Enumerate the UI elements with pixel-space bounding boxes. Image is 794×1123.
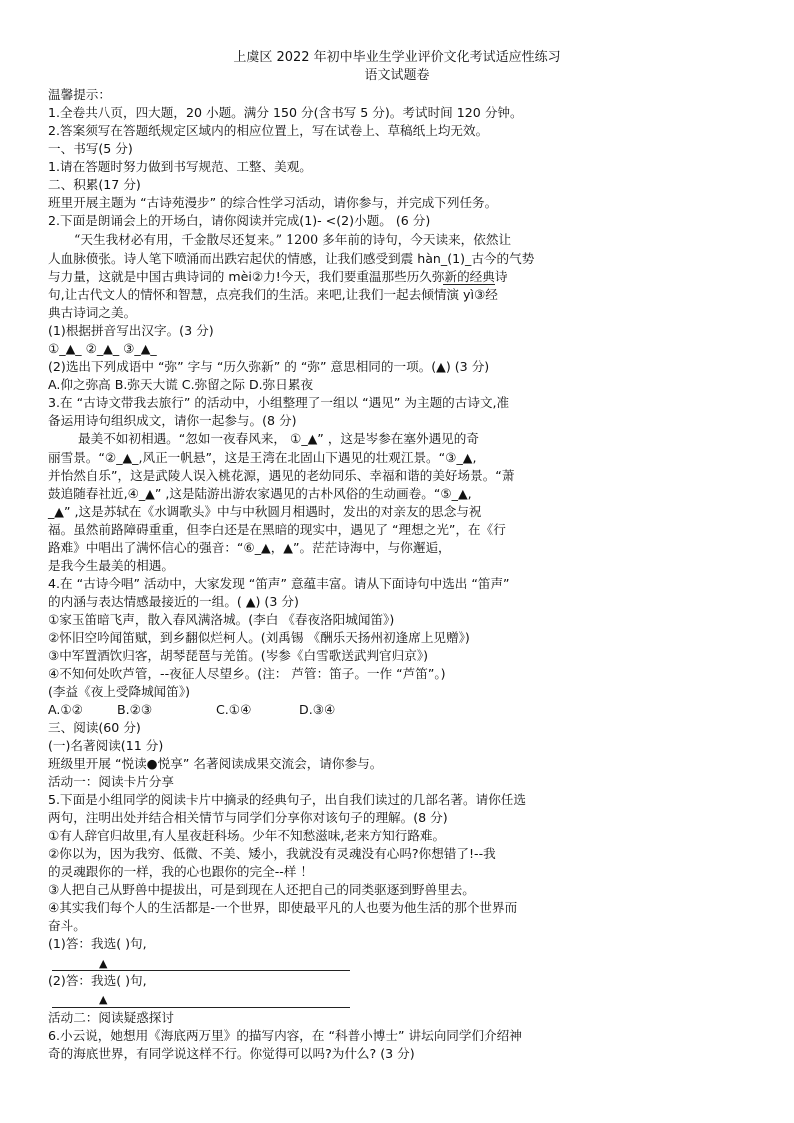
question-6: 6.小云说，她想用《海底两万里》的描写内容，在 “科普小博士” 讲坛向同学们介绍神 xyxy=(48,1028,522,1043)
quote-line: ③人把自己从野兽中提拔出，可是到现在人还把自己的同类驱逐到野兽里去。 xyxy=(48,882,475,897)
section-intro: 班里开展主题为 “古诗苑漫步” 的综合性学习活动，请你参与，并完成下列任务。 xyxy=(48,195,498,210)
section-heading: 三、阅读(60 分) xyxy=(48,720,141,735)
question-6: 奇的海底世界，有同学说这样不行。你觉得可以吗?为什么? (3 分) xyxy=(48,1046,415,1061)
option-a: A.①② xyxy=(48,702,83,717)
answer-prompt: (1)答：我选( )句, xyxy=(48,936,147,951)
passage-line: 最美不如初相遇。“忽如一夜春风来， ①_▲” ，这是岑参在塞外遇见的奇 xyxy=(78,431,479,446)
passage-line: 人血脉偾张。诗人笔下喷涌而出跌宕起伏的情感，让我们感受到震 hàn_(1)_古今的气势 xyxy=(48,251,535,266)
quote-line: 的灵魂跟你的一样，我的心也跟你的完全--样 ！ xyxy=(48,864,313,879)
answer-line[interactable] xyxy=(52,970,350,971)
option-c: C.①④ xyxy=(216,702,252,717)
question-5-stem: 5.下面是小组同学的阅读卡片中摘录的经典句子，出自我们读过的几部名著。请你任选 xyxy=(48,792,526,807)
poem-line: (李益《夜上受降城闻笛》) xyxy=(48,684,191,699)
section-heading: 二、积累(17 分) xyxy=(48,177,141,192)
passage-line: 句,让古代文人的情怀和智慧，点亮我们的生活。来吧,让我们一起去倾情演 yì③经 xyxy=(48,287,498,302)
exam-title: 上虞区 2022 年初中毕业生学业评价文化考试适应性练习 xyxy=(233,50,561,65)
notice-item: 1.全卷共八页，四大题，20 小题。满分 150 分(含书写 5 分)。考试时间 120 分钟。 xyxy=(48,105,523,120)
section-heading: 一、书写(5 分) xyxy=(48,141,133,156)
question-2-stem: 2.下面是朗诵会上的开场白，请你阅读并完成(1)- <(2)小题。 (6 分) xyxy=(48,213,431,228)
answer-prompt: (2)答：我选( )句, xyxy=(48,973,147,988)
question-3-stem: 3.在 “古诗文带我去旅行” 的活动中，小组整理了一组以 “遇见” 为主题的古诗文,准 xyxy=(48,395,510,410)
question-4-stem: 的内涵与表达情感最接近的一组。( ▲) (3 分) xyxy=(48,594,299,609)
poem-line: ③中军置酒饮归客，胡琴琵琶与羌笛。(岑参《白雪歌送武判官归京》) xyxy=(48,648,429,663)
underline-mark xyxy=(443,284,495,285)
quote-line: 奋斗。 xyxy=(48,918,86,933)
passage-line: _▲” ,这是苏轼在《水调歌头》中与中秋圆月相遇时，发出的对亲友的思念与祝 xyxy=(48,504,482,519)
quote-line: ①有人辞官归故里,有人星夜赶科场。少年不知愁滋味,老来方知行路难。 xyxy=(48,828,446,843)
answer-line[interactable] xyxy=(52,1007,350,1008)
subsection-heading: (一)名著阅读(11 分) xyxy=(48,738,164,753)
passage-line: 与力量，这就是中国古典诗词的 mèi②力!今天，我们要重温那些历久弥新的经典诗 xyxy=(48,269,508,284)
answer-blanks: ①_▲_ ②_▲_ ③_▲_ xyxy=(48,341,157,356)
poem-line: ④不知何处吹芦管，--夜征人尽望乡。(注： 芦管：笛子。一作 “芦笛”。) xyxy=(48,666,446,681)
passage-line: 是我今生最美的相遇。 xyxy=(48,558,174,573)
passage-line: “天生我材必有用，千金散尽还复来。” 1200 多年前的诗句，今天读来，依然让 xyxy=(74,232,512,247)
choice-options: A.仰之弥高 B.弥天大谎 C.弥留之际 D.弥日累夜 xyxy=(48,377,314,392)
question-4-stem: 4.在 “古诗今唱” 活动中，大家发现 “笛声” 意蕴丰富。请从下面诗句中选出 “笛声” xyxy=(48,576,510,591)
passage-line: 并怡然自乐”，这是武陵人误入桃花源，遇见的老幼同乐、幸福和谐的美好场景。“萧 xyxy=(48,468,515,483)
section-intro: 班级里开展 “悦读●悦享” 名著阅读成果交流会，请你参与。 xyxy=(48,756,383,771)
question-5-stem: 两句，注明出处并结合相关情节与同学们分享你对该句子的理解。(8 分) xyxy=(48,810,448,825)
passage-line: 典古诗词之美。 xyxy=(48,305,137,320)
question-3-stem: 备运用诗句组织成文，请你一起参与。(8 分) xyxy=(48,413,297,428)
option-b: B.②③ xyxy=(117,702,153,717)
quote-line: ④其实我们每个人的生活都是-一个世界，即使最平凡的人也要为他生活的那个世界而 xyxy=(48,900,518,915)
activity-heading: 活动二：阅读疑惑探讨 xyxy=(48,1010,174,1025)
answer-triangle: ▲ xyxy=(99,993,108,1006)
quote-line: ②你以为，因为我穷、低微、不美、矮小，我就没有灵魂没有心吗?你想错了!--我 xyxy=(48,846,496,861)
subquestion: (1)根据拼音写出汉字。(3 分) xyxy=(48,323,214,338)
poem-line: ①家玉笛暗飞声，散入春风满洛城。(李白 《春夜洛阳城闻笛》) xyxy=(48,612,395,627)
poem-line: ②怀旧空吟闻笛赋，到乡翻似烂柯人。(刘禹锡 《酬乐天扬州初逢席上见赠》) xyxy=(48,630,470,645)
notice-item: 2.答案须写在答题纸规定区域内的相应位置上，写在试卷上、草稿纸上均无效。 xyxy=(48,123,489,138)
passage-line: 鼓追随春社近,④_▲” ,这是陆游出游农家遇见的古朴风俗的生动画卷。“⑤_▲, xyxy=(48,486,472,501)
answer-triangle: ▲ xyxy=(99,957,108,970)
exam-subtitle: 语文试题卷 xyxy=(364,68,430,83)
passage-line: 丽雪景。“②_▲_,风正一帆悬”，这是王湾在北固山下遇见的壮观江景。“③_▲, xyxy=(48,450,477,465)
passage-line: 福。虽然前路障碍重重，但李白还是在黑暗的现实中，遇见了 “理想之光”，在《行 xyxy=(48,522,506,537)
option-d: D.③④ xyxy=(299,702,336,717)
notice-heading: 温馨提示： xyxy=(48,87,111,102)
subquestion: (2)选出下列成语中 “弥” 字与 “历久弥新” 的 “弥” 意思相同的一项。(▲) (3 分) xyxy=(48,359,490,374)
passage-line: 路难》中唱出了满怀信心的强音：“⑥_▲，▲”。茫茫诗海中，与你邂逅， xyxy=(48,540,451,555)
activity-heading: 活动一：阅读卡片分享 xyxy=(48,774,174,789)
question-1: 1.请在答题时努力做到书写规范、工整、美观。 xyxy=(48,159,312,174)
